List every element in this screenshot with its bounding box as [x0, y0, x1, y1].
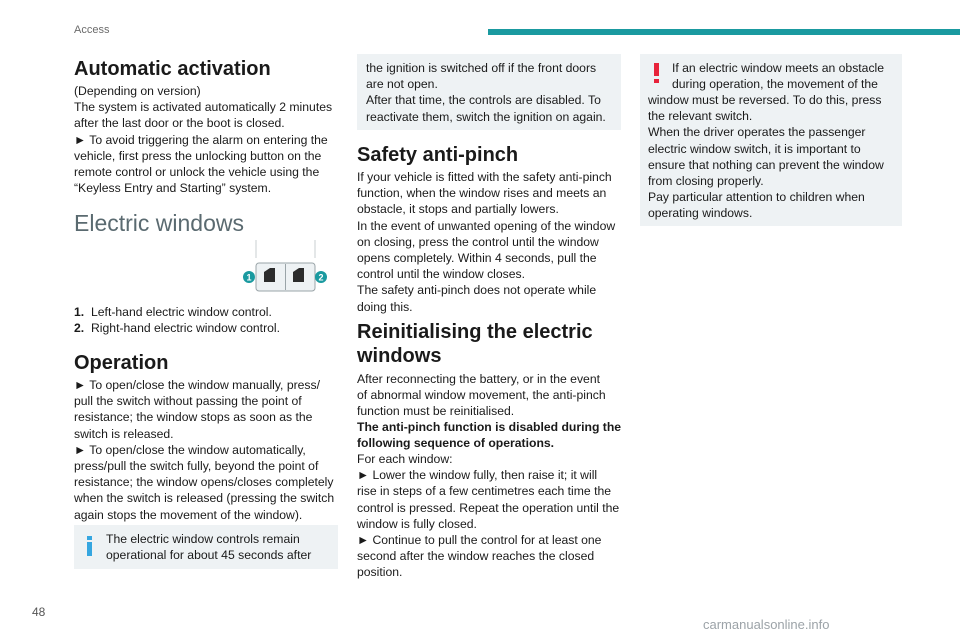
- reinitialising-text-intro: [357, 371, 606, 420]
- legend-item-2: 2. Right-hand electric window control.: [74, 321, 280, 336]
- text-line: function must be reinitialised.: [357, 404, 515, 419]
- text-line: from closing properly.: [648, 174, 764, 189]
- text-line: the relevant switch.: [648, 109, 753, 124]
- text-line: operating windows.: [648, 206, 753, 221]
- warning-text: [648, 92, 884, 222]
- text-line: After reconnecting the battery, or in the event: [357, 372, 600, 386]
- text-line: If an electric window meets an obstacle: [672, 61, 885, 75]
- text-line: following sequence of operations.: [357, 436, 555, 451]
- window-switch-illustration: [239, 240, 329, 296]
- text-line: on closing, press the control until the window: [357, 234, 599, 249]
- text-line: switch is released.: [74, 426, 174, 441]
- text-line: Pay particular attention to children when: [648, 190, 865, 205]
- text-line: ensure that nothing can prevent the window: [648, 157, 884, 172]
- safety-anti-pinch-title: Safety anti-pinch: [357, 144, 519, 166]
- text-line: reactivate them, switch the ignition on again.: [366, 109, 606, 124]
- text-line: press/pull the switch fully, beyond the point of: [74, 459, 319, 474]
- text-line: ► To open/close the window automatically,: [74, 442, 306, 457]
- text-line: second after the window reaches the closed: [357, 549, 595, 564]
- figure-label-2: 2: [318, 272, 324, 283]
- text-line: (Depending on version): [74, 84, 201, 98]
- text-line: The system is activated automatically 2 minutes: [74, 100, 333, 115]
- text-line: “Keyless Entry and Starting” system.: [74, 181, 272, 196]
- text-line: ► Continue to pull the control for at least one: [357, 533, 602, 548]
- warning-note-box: [640, 54, 902, 226]
- text-line: rise in steps of a few centimetres each time the: [357, 484, 612, 499]
- text-line: When the driver operates the passenger: [648, 125, 866, 140]
- window-controls-figure: [239, 240, 329, 296]
- reinitialising-text-steps: [357, 451, 619, 581]
- text-line: In the event of unwanted opening of the window: [357, 218, 616, 233]
- text-line: resistance; the window stops as soon as the: [74, 410, 313, 425]
- text-line: the ignition is switched off if the front doors: [366, 61, 597, 75]
- text-line: For each window:: [357, 452, 453, 466]
- page-header-section: Access: [74, 24, 110, 36]
- text-line: resistance; the window opens/closes completely: [74, 475, 334, 490]
- text-line: after the last door or the boot is closed.: [74, 116, 285, 131]
- text-line: during operation, the movement of the: [672, 77, 878, 92]
- electric-windows-title: Electric windows: [74, 210, 244, 236]
- text-line: ► Lower the window fully, then raise it; it will: [357, 468, 598, 483]
- warning-text-indented: [672, 60, 884, 92]
- text-line: doing this.: [357, 299, 413, 314]
- info-note-text: [106, 531, 311, 563]
- header-accent-bar: [488, 29, 960, 35]
- text-line: ► To open/close the window manually, press/: [74, 378, 321, 392]
- info-note-box: [74, 525, 338, 569]
- text-line: control is pressed. Repeat the operation until the: [357, 500, 620, 515]
- text-line: After that time, the controls are disabled. To: [366, 93, 601, 108]
- text-line: when the switch is released (pressing the switch: [74, 491, 335, 506]
- text-line: again stops the movement of the window).: [74, 507, 303, 522]
- text-line: pull the switch without passing the point of: [74, 394, 302, 409]
- reinitialising-title: Reinitialising the electric windows: [357, 321, 593, 367]
- automatic-activation-text: [74, 83, 332, 196]
- text-line: The safety anti-pinch does not operate while: [357, 283, 597, 298]
- text-line: If your vehicle is fitted with the safety anti-pinch: [357, 170, 612, 184]
- text-line: The anti-pinch function is disabled during the: [357, 420, 622, 434]
- legend-item-1: 1. Left-hand electric window control.: [74, 305, 272, 319]
- operation-title: Operation: [74, 352, 169, 374]
- text-line: of abnormal window movement, the anti-pinch: [357, 388, 606, 403]
- text-line: opens completely. Within 4 seconds, pull the: [357, 251, 597, 266]
- text-line: operational for about 45 seconds after: [106, 548, 312, 563]
- operation-text: [74, 377, 334, 523]
- text-line: obstacle, it stops and partially lowers.: [357, 202, 559, 217]
- safety-anti-pinch-text: [357, 169, 615, 315]
- reinitialising-bold-text: [357, 419, 621, 451]
- text-line: are not open.: [366, 77, 438, 92]
- text-line: window must be reversed. To do this, press: [648, 93, 882, 107]
- text-line: remote control or unlock the vehicle using the: [74, 165, 320, 180]
- electric-windows-legend: [74, 304, 280, 336]
- text-line: control until the window closes.: [357, 267, 526, 282]
- figure-label-1: 1: [246, 272, 252, 283]
- text-line: The electric window controls remain: [106, 532, 300, 546]
- text-line: vehicle, first press the unlocking button on the: [74, 148, 322, 163]
- text-line: function, when the window rises and meets an: [357, 186, 607, 201]
- page-number: 48: [32, 605, 46, 619]
- text-line: window is fully closed.: [357, 516, 477, 531]
- watermark: carmanualsonline.info: [703, 617, 830, 632]
- info-note-continued: [357, 54, 621, 130]
- text-line: position.: [357, 565, 403, 580]
- text-line: electric window switch, it is important to: [648, 141, 861, 156]
- text-line: ► To avoid triggering the alarm on entering the: [74, 132, 328, 147]
- automatic-activation-title: Automatic activation: [74, 58, 271, 80]
- info-note-continued-text: [366, 60, 606, 125]
